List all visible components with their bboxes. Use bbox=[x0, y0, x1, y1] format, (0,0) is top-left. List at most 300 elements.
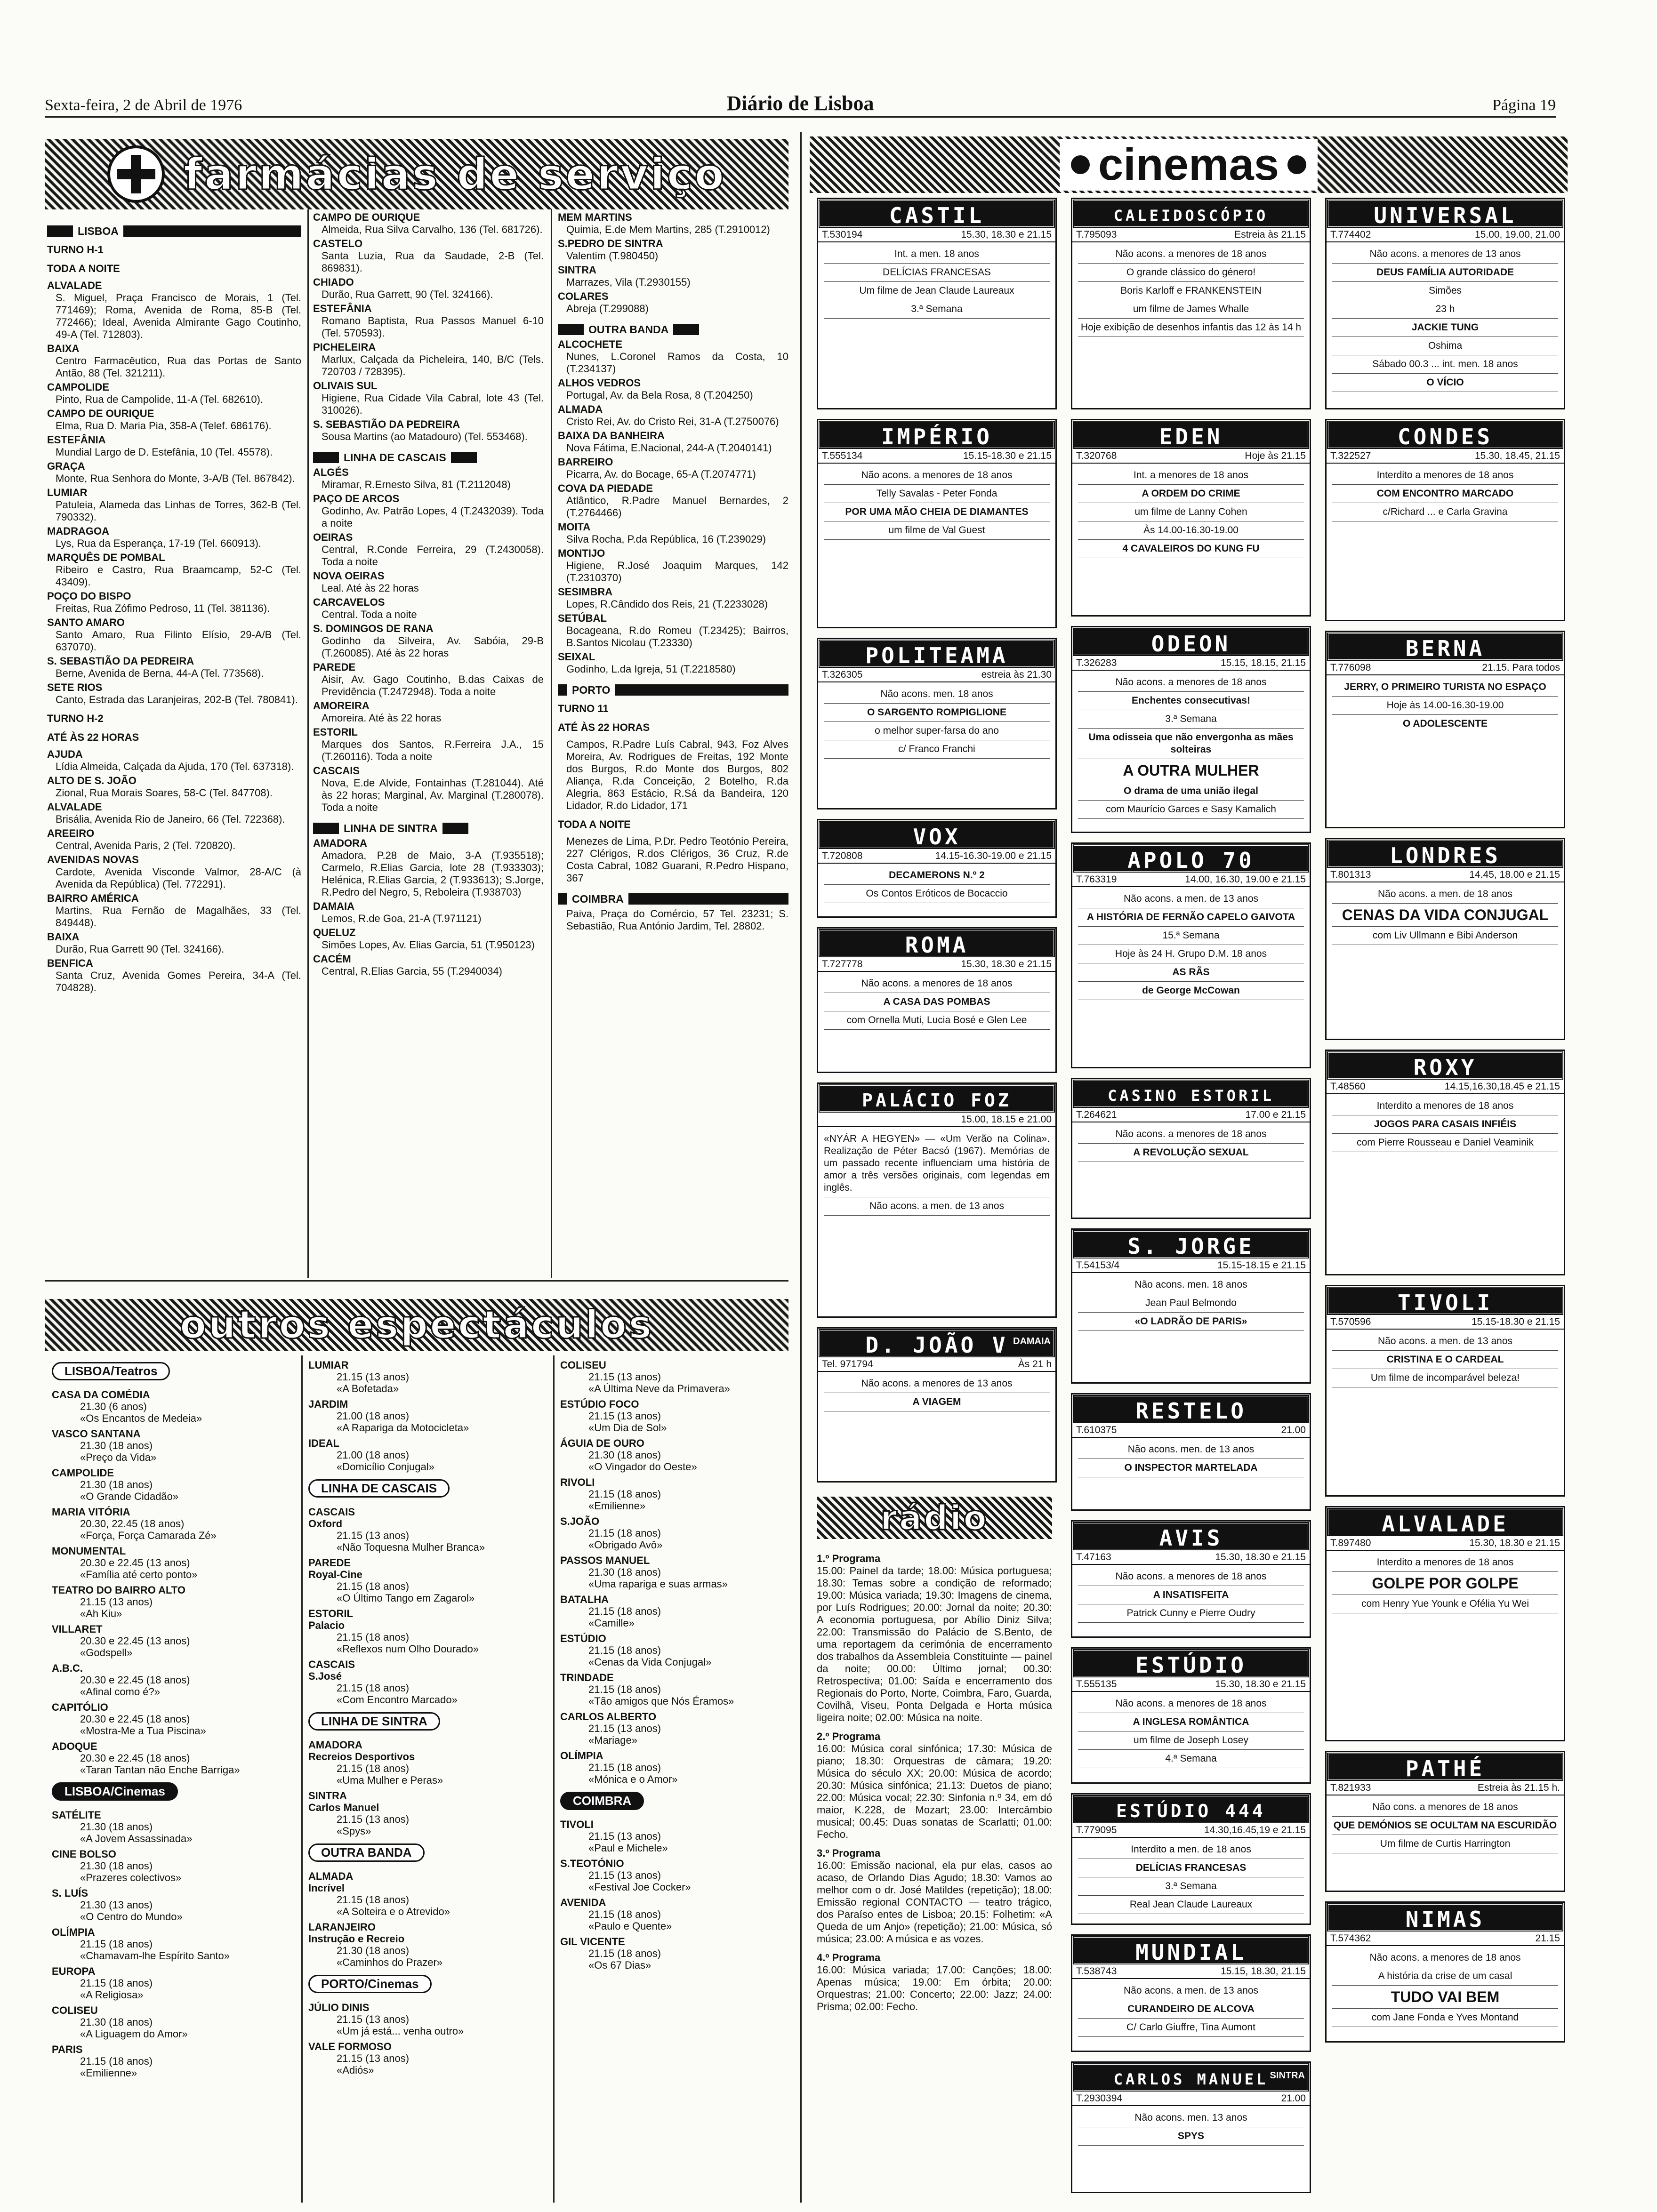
cinema-line: POR UMA MÃO CHEIA DE DIAMANTES bbox=[824, 503, 1050, 521]
cinema-phone: T.801313 bbox=[1330, 869, 1371, 880]
cinema-line: Uma odisseia que não envergonha as mães solteiras bbox=[1078, 729, 1304, 759]
cinema-meta bbox=[1327, 868, 1564, 882]
cinema-name: D. JOÃO V bbox=[818, 1329, 1055, 1358]
venue-name: IDEAL bbox=[308, 1437, 339, 1449]
cinema-meta bbox=[818, 228, 1055, 242]
pharmacy-area: CAMPOLIDE bbox=[47, 381, 109, 393]
show-line: 21.15 (13 anos) bbox=[337, 2013, 410, 2025]
cinema-line: Int. a menores de 18 anos bbox=[1078, 466, 1304, 485]
cinema-name: CARLOS MANUEL bbox=[1072, 2063, 1310, 2092]
pharmacy-area: CASTELO bbox=[313, 238, 363, 249]
cinema-line: Int. a men. 18 anos bbox=[824, 245, 1050, 264]
cinema-line: Não acons. a menores de 18 anos bbox=[1078, 1125, 1304, 1144]
issue-date: Sexta-feira, 2 de Abril de 1976 bbox=[45, 96, 242, 114]
cinema-name: IMPÉRIO bbox=[818, 420, 1055, 449]
cinema-card-roxy bbox=[1325, 1050, 1565, 1275]
cinema-line: 4.ª Semana bbox=[1078, 1750, 1304, 1768]
cinema-times: 15.15, 18.30, 21.15 bbox=[1221, 1966, 1306, 1977]
cinema-meta bbox=[1327, 661, 1564, 675]
bullet-icon bbox=[1287, 155, 1306, 174]
venue-name: S. LUÍS bbox=[52, 1887, 88, 1899]
cinema-line: A CASA DAS POMBAS bbox=[824, 993, 1050, 1011]
section-pill: PORTO/Cinemas bbox=[308, 1975, 432, 1993]
cinema-meta bbox=[1327, 1932, 1564, 1946]
pharmacy-entry: Sousa Martins (ao Matadouro) (Tel. 553468). bbox=[322, 431, 528, 442]
radio-programme-3: 16.00: Emissão nacional, ela pur elas, casos ao acaso, de Orlando Dias Agudo; 18.30: Vamos ao melhor com o dr. José Matildes (repetição); 18.00: Emissão regional CONTACTO — teatro trágico, dos Paraíso entes de Lisboa; 20.15: Folhetim: «A Queda de um Anjo» (repetição); 21.00: Música, só música; 23.00: A música e as vozes. bbox=[817, 1859, 1052, 1945]
pharmacy-area: GRAÇA bbox=[47, 460, 85, 472]
venue-name: ESTÚDIO bbox=[560, 1633, 606, 1644]
cinema-name: CALEIDOSCÓPIO bbox=[1072, 199, 1310, 228]
venue-name: EUROPA bbox=[52, 1965, 96, 1977]
cinema-line: com Ornella Muti, Lucia Bosé e Glen Lee bbox=[824, 1011, 1050, 1030]
cinema-line: Os Contos Eróticos de Bocaccio bbox=[824, 885, 1050, 903]
coimbra-pharmacies: Paiva, Praça do Comércio, 57 Tel. 23231; S. Sebastião, Rua António Jardim, Tel. 28802. bbox=[566, 908, 788, 932]
pharmacy-entry: Central. Toda a noite bbox=[322, 609, 417, 620]
cinema-line: «O LADRÃO DE PARIS» bbox=[1078, 1313, 1304, 1331]
pharmacy-entry: Monte, Rua Senhora do Monte, 3-A/B (Tel. 867842). bbox=[56, 473, 295, 484]
show-line: «Emilienne» bbox=[588, 1500, 646, 1512]
venue-name: CASCAIS bbox=[308, 1506, 355, 1518]
pharmacy-area: CARCAVELOS bbox=[313, 596, 385, 608]
cinema-line: 3.ª Semana bbox=[1078, 710, 1304, 729]
cinema-times: Às 21 h bbox=[1018, 1359, 1052, 1370]
show-line: «Com Encontro Marcado» bbox=[337, 1694, 458, 1706]
cinema-locality: SINTRA bbox=[1270, 2070, 1305, 2081]
radio-programme-2-heading: 2.º Programa bbox=[817, 1731, 881, 1742]
pharmacy-area: POÇO DO BISPO bbox=[47, 590, 131, 602]
show-line: «O Vingador do Oeste» bbox=[588, 1461, 697, 1473]
show-line: «Os 67 Dias» bbox=[588, 1959, 652, 1971]
cinema-times: 15.15-18.15 e 21.15 bbox=[1217, 1260, 1306, 1271]
pharmacy-entry: Silva Rocha, P.da República, 16 (T.239029) bbox=[566, 533, 766, 545]
radio-programme-1-heading: 1.º Programa bbox=[817, 1553, 881, 1564]
pharmacy-area: S. SEBASTIÃO DA PEDREIRA bbox=[47, 655, 194, 667]
shows-column-1 bbox=[52, 1355, 292, 2203]
newspaper-title: Diário de Lisboa bbox=[726, 92, 874, 115]
cinema-card-sjorge bbox=[1071, 1228, 1311, 1384]
pharmacy-area: OLIVAIS SUL bbox=[313, 380, 378, 392]
coimbra-heading: COIMBRA bbox=[572, 893, 624, 905]
outros-title: outros espectáculos bbox=[179, 1302, 654, 1347]
pharmacy-entry: Nunes, L.Coronel Ramos da Costa, 10 (T.234137) bbox=[566, 351, 788, 375]
show-line: 20.30 e 22.45 (18 anos) bbox=[80, 1752, 190, 1764]
show-line: «Força, Força Camarada Zé» bbox=[80, 1530, 217, 1541]
cinema-line: AS RÃS bbox=[1078, 963, 1304, 982]
cinema-card-tivoli bbox=[1325, 1285, 1565, 1497]
venue-sub: Carlos Manuel bbox=[308, 1802, 379, 1813]
pharmacy-entry: Centro Farmacêutico, Rua das Portas de Santo Antão, 88 (Tel. 321211). bbox=[56, 355, 301, 379]
cinema-card-casino bbox=[1071, 1078, 1311, 1219]
pharmacy-area: AMADORA bbox=[313, 837, 367, 849]
cinema-line: JACKIE TUNG bbox=[1332, 319, 1558, 337]
cinema-line: com Maurício Garces e Sasy Kamalich bbox=[1078, 801, 1304, 819]
cinema-phone: T.530194 bbox=[822, 229, 863, 240]
cinema-meta bbox=[1072, 1551, 1310, 1565]
cinema-line: Não acons. a menores de 18 anos bbox=[1078, 673, 1304, 692]
show-line: «Prazeres colectivos» bbox=[80, 1872, 182, 1883]
cinema-body bbox=[818, 864, 1055, 906]
cinemas-title-box bbox=[1060, 139, 1318, 191]
pharmacy-area: SEIXAL bbox=[558, 651, 595, 663]
show-line: 21.15 (13 anos) bbox=[588, 1830, 661, 1842]
cinema-line: DECAMERONS N.º 2 bbox=[824, 866, 1050, 885]
cinema-phone: T.264621 bbox=[1076, 1109, 1117, 1120]
turno-h1: TURNO H-1 bbox=[47, 244, 104, 256]
pharmacy-entry: Miramar, R.Ernesto Silva, 81 (T.2112048) bbox=[322, 479, 511, 490]
section-pill-row bbox=[52, 1355, 292, 1385]
pharmacy-entry: Valentim (T.980450) bbox=[566, 250, 659, 262]
pharmacy-entry: Cardote, Avenida Visconde Valmor, 28-A/C (à Avenida da República) (Tel. 772291). bbox=[56, 866, 301, 890]
pharmacy-area: ALMADA bbox=[558, 403, 603, 415]
cinema-line: Sábado 00.3 ... int. men. 18 anos bbox=[1332, 355, 1558, 374]
cinema-line: Não cons. a menores de 18 anos bbox=[1332, 1798, 1558, 1817]
show-line: «A Jovem Assassinada» bbox=[80, 1833, 193, 1844]
cinemas-banner bbox=[810, 136, 1568, 193]
show-line: 21.30 (18 anos) bbox=[588, 1566, 661, 1578]
cinema-line: JOGOS PARA CASAIS INFIÉIS bbox=[1332, 1115, 1558, 1134]
venue-name: S.TEOTÓNIO bbox=[560, 1858, 624, 1869]
cinema-body bbox=[1327, 242, 1564, 395]
cinema-name: ROXY bbox=[1327, 1051, 1564, 1080]
cinema-times: Hoje às 21.15 bbox=[1245, 450, 1306, 461]
cinema-line: A ORDEM DO CRIME bbox=[1078, 485, 1304, 503]
show-line: 20.30 e 22.45 (13 anos) bbox=[80, 1557, 190, 1569]
cinema-line: COM ENCONTRO MARCADO bbox=[1332, 485, 1558, 503]
cinema-meta bbox=[1072, 2092, 1310, 2106]
venue-name: AVENIDA bbox=[560, 1897, 606, 1908]
section-pill: LISBOA/Teatros bbox=[52, 1362, 170, 1380]
show-line: «O Último Tango em Zagarol» bbox=[337, 1592, 475, 1604]
show-line: «Um Dia de Sol» bbox=[588, 1422, 667, 1434]
cinema-phone: T.727778 bbox=[822, 959, 863, 970]
cinema-line: CENAS DA VIDA CONJUGAL bbox=[1332, 904, 1558, 927]
bullet-icon bbox=[1071, 155, 1090, 174]
cinema-line: Real Jean Claude Laureaux bbox=[1078, 1896, 1304, 1914]
show-line: 21.30 (6 anos) bbox=[80, 1401, 147, 1412]
cinema-body bbox=[818, 1372, 1055, 1414]
cinema-line: 15.ª Semana bbox=[1078, 927, 1304, 945]
cinema-body bbox=[1327, 675, 1564, 736]
show-line: «Afinal como é?» bbox=[80, 1686, 160, 1698]
pharmacy-entry: Martins, Rua Fernão de Magalhães, 33 (Tel. 849448). bbox=[56, 905, 301, 929]
section-pill-row bbox=[308, 1837, 548, 1867]
show-line: 21.15 (18 anos) bbox=[588, 1644, 661, 1656]
cinema-body bbox=[1327, 882, 1564, 948]
cinema-meta bbox=[1327, 228, 1564, 242]
porto-heading: PORTO bbox=[572, 684, 611, 696]
pharmacy-area: PICHELEIRA bbox=[313, 341, 376, 353]
pharmacy-area: SINTRA bbox=[558, 264, 596, 276]
pharmacy-area: PAÇO DE ARCOS bbox=[313, 493, 400, 505]
pharmacy-area: DAMAIA bbox=[313, 900, 354, 912]
cinema-phone: T.610375 bbox=[1076, 1425, 1117, 1435]
pharmacy-entry: Central, R.Elias Garcia, 55 (T.2940034) bbox=[322, 965, 502, 977]
show-line: 21.15 (18 anos) bbox=[80, 1938, 153, 1950]
cinema-line: 23 h bbox=[1332, 300, 1558, 319]
cinema-times: 15.30, 18.30 e 21.15 bbox=[1469, 1538, 1560, 1548]
cinema-body bbox=[818, 1127, 1055, 1218]
cinema-line: QUE DEMÓNIOS SE OCULTAM NA ESCURIDÃO bbox=[1332, 1817, 1558, 1835]
pharmacy-entry: Mundial Largo de D. Estefânia, 10 (Tel. 45578). bbox=[56, 446, 273, 458]
cinema-phone: T.555134 bbox=[822, 450, 863, 461]
cinema-times: 21.15 bbox=[1535, 1933, 1560, 1944]
cinema-line: DEUS FAMÍLIA AUTORIDADE bbox=[1332, 264, 1558, 282]
show-line: «Paul e Michele» bbox=[588, 1842, 668, 1854]
cinema-body bbox=[1327, 1795, 1564, 1856]
cinema-line: Não acons. a menores de 18 anos bbox=[1332, 1949, 1558, 1967]
cinema-line: A HISTÓRIA DE FERNÃO CAPELO GAIVOTA bbox=[1078, 908, 1304, 927]
show-line: «A Solteira e o Atrevido» bbox=[337, 1906, 450, 1917]
show-line: «Paulo e Quente» bbox=[588, 1920, 672, 1932]
pharmacy-entry: Durão, Rua Garrett 90 (Tel. 324166). bbox=[56, 943, 225, 955]
cinema-name: ESTÚDIO bbox=[1072, 1649, 1310, 1678]
show-line: «O Centro do Mundo» bbox=[80, 1911, 183, 1923]
venue-name: TRINDADE bbox=[560, 1672, 614, 1683]
cinema-name: BERNA bbox=[1327, 632, 1564, 661]
pharmacy-area: ESTORIL bbox=[313, 726, 358, 738]
running-head bbox=[45, 89, 1556, 118]
cinema-phone: T.555135 bbox=[1076, 1679, 1117, 1690]
cinema-line: Jean Paul Belmondo bbox=[1078, 1294, 1304, 1313]
show-line: «O Grande Cidadão» bbox=[80, 1491, 179, 1502]
venue-name: VASCO SANTANA bbox=[52, 1428, 141, 1440]
show-line: 21.15 (18 anos) bbox=[337, 1580, 410, 1592]
cinema-phone: T.320768 bbox=[1076, 450, 1117, 461]
pharmacy-area: COVA DA PIEDADE bbox=[558, 482, 653, 494]
cinema-meta bbox=[1072, 657, 1310, 671]
cinema-line: Patrick Cunny e Pierre Oudry bbox=[1078, 1604, 1304, 1623]
show-line: 21.30 (18 anos) bbox=[80, 1479, 153, 1491]
section-pill-row bbox=[308, 1968, 548, 1998]
show-line: 21.15 (13 anos) bbox=[337, 2052, 410, 2064]
show-line: 21.15 (18 anos) bbox=[588, 1683, 661, 1695]
pharmacy-list-cascais bbox=[313, 466, 544, 814]
venue-sub: Palacio bbox=[308, 1619, 345, 1631]
show-line: 21.15 (18 anos) bbox=[588, 1605, 661, 1617]
radio-programme-3-heading: 3.º Programa bbox=[817, 1847, 881, 1859]
cinema-phone: T.54153/4 bbox=[1076, 1260, 1120, 1271]
cinema-card-castil bbox=[817, 198, 1057, 409]
cinema-times: 15.15-18.30 e 21.15 bbox=[1472, 1316, 1560, 1327]
cascais-heading: LINHA DE CASCAIS bbox=[344, 451, 446, 464]
pharmacy-entry: Ribeiro e Castro, Rua Braamcamp, 52-C (Tel. 43409). bbox=[56, 564, 301, 588]
show-line: «A Rapariga da Motocicleta» bbox=[337, 1422, 469, 1434]
cinema-name: ALVALADE bbox=[1327, 1507, 1564, 1537]
cinema-name: RESTELO bbox=[1072, 1395, 1310, 1424]
pharmacy-area: ALCOCHETE bbox=[558, 338, 622, 350]
pharmacy-area: AREEIRO bbox=[47, 827, 95, 839]
cinema-name: S. JORGE bbox=[1072, 1230, 1310, 1259]
cinema-line: Não acons. a men. de 13 anos bbox=[1078, 890, 1304, 908]
cinema-name: CASINO ESTORIL bbox=[1072, 1079, 1310, 1108]
cinema-name: EDEN bbox=[1072, 420, 1310, 449]
show-line: «Ah Kiu» bbox=[80, 1608, 122, 1619]
pharmacy-entry: Quimia, E.de Mem Martins, 285 (T.2910012) bbox=[566, 224, 770, 235]
cinema-meta bbox=[1327, 1315, 1564, 1330]
venue-name: SATÉLITE bbox=[52, 1809, 101, 1821]
cinema-name: ESTÚDIO 444 bbox=[1072, 1795, 1310, 1824]
venue-name: ADOQUE bbox=[52, 1740, 97, 1752]
cinema-line: com Liv Ullmann e Bibi Anderson bbox=[1332, 927, 1558, 945]
show-line: 21.15 (13 anos) bbox=[80, 1596, 153, 1608]
cinema-name: TIVOLI bbox=[1327, 1286, 1564, 1315]
venue-sub: Recreios Desportivos bbox=[308, 1751, 415, 1763]
pharmacy-entry: Nova Fátima, E.Nacional, 244-A (T.2040141) bbox=[566, 442, 772, 454]
cinema-meta bbox=[818, 449, 1055, 464]
cinema-meta bbox=[1072, 449, 1310, 464]
cinema-line: O drama de uma união ilegal bbox=[1078, 782, 1304, 801]
cinema-phone: T.720808 bbox=[822, 850, 863, 861]
show-line: 21.30 (18 anos) bbox=[80, 1440, 153, 1451]
cinema-line: Hoje às 24 H. Grupo D.M. 18 anos bbox=[1078, 945, 1304, 963]
cinema-name: LONDRES bbox=[1327, 839, 1564, 868]
cinema-phone: Tel. 971794 bbox=[822, 1359, 873, 1370]
show-line: 21.15 (13 anos) bbox=[588, 1869, 661, 1881]
venue-name: ESTÚDIO FOCO bbox=[560, 1398, 639, 1410]
cinema-body bbox=[1327, 1330, 1564, 1390]
show-line: «Mariage» bbox=[588, 1734, 637, 1746]
venue-name: COLISEU bbox=[52, 2004, 98, 2016]
cinema-line: Um filme de incomparável beleza! bbox=[1332, 1369, 1558, 1387]
cinema-times: 15.00, 18.15 e 21.00 bbox=[961, 1114, 1052, 1125]
section-pill-row bbox=[308, 1473, 548, 1502]
cinema-line: JERRY, O PRIMEIRO TURISTA NO ESPAÇO bbox=[1332, 678, 1558, 697]
cinema-meta bbox=[1072, 1108, 1310, 1122]
cinema-times: 15.00, 19.00, 21.00 bbox=[1475, 229, 1560, 240]
cinema-card-eden bbox=[1071, 419, 1311, 617]
pharmacy-area: ALGÉS bbox=[313, 466, 349, 478]
toda-noite: TODA A NOITE bbox=[47, 263, 120, 274]
cinema-line: Não acons. men. 18 anos bbox=[824, 685, 1050, 704]
pharmacy-area: SETE RIOS bbox=[47, 681, 103, 693]
show-line: 21.30 (18 anos) bbox=[80, 1821, 153, 1833]
show-line: 21.15 (18 anos) bbox=[337, 1682, 410, 1694]
pharmacy-entry: Pinto, Rua de Campolide, 11-A (Tel. 682610). bbox=[56, 393, 264, 405]
section-pill: LINHA DE SINTRA bbox=[308, 1712, 440, 1731]
cinema-line: A INGLESA ROMÂNTICA bbox=[1078, 1713, 1304, 1731]
cinema-line: DELÍCIAS FRANCESAS bbox=[1078, 1859, 1304, 1877]
cinema-line: A VIAGEM bbox=[824, 1393, 1050, 1411]
cinema-times: 21.00 bbox=[1281, 2093, 1306, 2104]
cinema-line: Não acons. men. de 13 anos bbox=[1078, 1441, 1304, 1459]
cinema-body bbox=[1327, 1551, 1564, 1616]
pharmacy-area: CASCAIS bbox=[313, 765, 360, 777]
pharmacy-entry: Romano Baptista, Rua Passos Manuel 6-10 (Tel. 570593). bbox=[322, 315, 544, 339]
cinema-card-condes bbox=[1325, 419, 1565, 621]
pharmacy-area: AJUDA bbox=[47, 748, 83, 760]
show-line: 21.15 (18 anos) bbox=[80, 1977, 153, 1989]
cinema-card-politeama bbox=[817, 638, 1057, 809]
cinema-line: Não acons. a menores de 18 anos bbox=[1078, 1695, 1304, 1713]
pharmacy-column-3 bbox=[558, 209, 788, 1278]
show-line: 21.30 (18 anos) bbox=[80, 2016, 153, 2028]
pharmacy-area: CAMPO DE OURIQUE bbox=[47, 408, 154, 419]
pharmacy-area: COLARES bbox=[558, 290, 609, 302]
turno-h2: TURNO H-2 bbox=[47, 713, 104, 724]
venue-name: JÚLIO DINIS bbox=[308, 2002, 370, 2013]
pharmacy-cross-icon bbox=[107, 145, 165, 203]
pharmacy-area: QUELUZ bbox=[313, 927, 356, 938]
cinema-line: A INSATISFEITA bbox=[1078, 1586, 1304, 1604]
cinema-name: MUNDIAL bbox=[1072, 1936, 1310, 1965]
cinema-line: Não acons. a menores de 18 anos bbox=[1078, 245, 1304, 264]
pharmacy-entry: Santa Cruz, Avenida Gomes Pereira, 34-A (Tel. 704828). bbox=[56, 970, 301, 994]
pharmacy-entry: Elma, Rua D. Maria Pia, 358-A (Telef. 686176). bbox=[56, 420, 272, 432]
cinema-card-roma bbox=[817, 927, 1057, 1073]
cinema-times: 21.00 bbox=[1281, 1425, 1306, 1435]
pharmacy-entry: Amadora, P.28 de Maio, 3-A (T.935518); Carmelo, R.Elias Garcia, lote 28 (T.933303); Helénica, R.Elias Garcia, 2 (T.933613); S.Jorge, R.Pedro del Negro, 5, Reboleira (T.938703) bbox=[322, 850, 544, 898]
pharmacy-list-h1 bbox=[47, 280, 301, 706]
radio-programme-2: 16.00: Música coral sinfónica; 17.30: Música de piano; 18.30: Orquestras de câmara; 19.20: Música do século XX; 20.00: Música de acordo; 20.30: Música sinfónica; 21.13: Duetos de piano; 22.00: Música vocal; 22.30: Sinfonia n.º 34, em dó maior, K.228, de Mozart; 23.00: Intercâmbio musical; 00.45: Duas sonatas de Scarlatti; 01.00: Fecho. bbox=[817, 1743, 1052, 1840]
cinema-meta bbox=[1072, 873, 1310, 887]
cinema-line: c/Richard ... e Carla Gravina bbox=[1332, 503, 1558, 521]
show-line: 20.30, 22.45 (18 anos) bbox=[80, 1518, 185, 1530]
venue-sub: Instrução e Recreio bbox=[308, 1933, 405, 1945]
show-line: «Preço da Vida» bbox=[80, 1451, 157, 1463]
cinema-meta bbox=[1072, 1259, 1310, 1273]
cinema-line: O INSPECTOR MARTELADA bbox=[1078, 1459, 1304, 1477]
cinema-times: 15.30, 18.45, 21.15 bbox=[1475, 450, 1560, 461]
venue-sub: Royal-Cine bbox=[308, 1569, 362, 1580]
cinema-times: 14.15,16.30,18.45 e 21.15 bbox=[1444, 1081, 1560, 1092]
cinema-line: Não acons. a menores de 13 anos bbox=[824, 1375, 1050, 1393]
cinema-meta bbox=[1072, 1424, 1310, 1438]
show-line: 21.15 (13 anos) bbox=[337, 1530, 410, 1541]
pharmacy-list-sintra-2 bbox=[558, 211, 788, 315]
pharmacy-entry: Simões Lopes, Av. Elias Garcia, 51 (T.950123) bbox=[322, 939, 535, 951]
cinema-line: c/ Franco Franchi bbox=[824, 740, 1050, 759]
show-line: «Os Encantos de Medeia» bbox=[80, 1412, 202, 1424]
pharmacy-area: ESTEFÂNIA bbox=[313, 303, 372, 314]
cinema-body bbox=[1072, 2106, 1310, 2148]
pharmacy-entry: Marlux, Calçada da Picheleira, 140, B/C (Tels. 720703 / 728395). bbox=[322, 353, 544, 377]
venue-name: CASCAIS bbox=[308, 1659, 355, 1670]
cinema-card-pathe bbox=[1325, 1751, 1565, 1892]
pharmacy-entry: Central, R.Conde Ferreira, 29 (T.2430058). Toda a noite bbox=[322, 544, 544, 568]
cinema-meta bbox=[1327, 1781, 1564, 1795]
section-pill-row bbox=[560, 1785, 791, 1815]
venue-name: AMADORA bbox=[308, 1739, 362, 1751]
cinema-body bbox=[1327, 1094, 1564, 1155]
cinema-line: Interdito a men. de 18 anos bbox=[1078, 1841, 1304, 1859]
pharmacy-entry: Canto, Estrada das Laranjeiras, 202-B (Tel. 780841). bbox=[56, 694, 298, 705]
pharmacy-entry: Santa Luzia, Rua da Saudade, 2-B (Tel. 869831). bbox=[322, 250, 544, 274]
cinema-line: Boris Karloff e FRANKENSTEIN bbox=[1078, 282, 1304, 300]
pharmacy-entry: Higiene, R.José Joaquim Marques, 142 (T.2310370) bbox=[566, 560, 788, 584]
cinema-line: Não acons. men. 13 anos bbox=[1078, 2109, 1304, 2127]
cinema-line: Hoje às 14.00-16.30-19.00 bbox=[1332, 697, 1558, 715]
pharmacy-area: AVENIDAS NOVAS bbox=[47, 854, 139, 866]
cinema-body bbox=[818, 972, 1055, 1033]
show-line: 21.15 (18 anos) bbox=[588, 1948, 661, 1959]
cinema-line: com Henry Yue Younk e Ofélia Yu Wei bbox=[1332, 1595, 1558, 1613]
cinema-phone: T.2930394 bbox=[1076, 2093, 1123, 2104]
cinema-line: um filme de James Whalle bbox=[1078, 300, 1304, 319]
pharmacy-list-sintra bbox=[313, 837, 544, 978]
venue-name: MARIA VITÓRIA bbox=[52, 1506, 130, 1518]
ate-22-horas: ATÉ ÀS 22 HORAS bbox=[47, 731, 139, 743]
radio-schedule bbox=[817, 1546, 1052, 2200]
porto-pharmacies: Campos, R.Padre Luís Cabral, 943, Foz Alves Moreira, Av. Rodrigues de Freitas, 192 Monte dos Burgos, R.do Monte dos Burgos, 802 Aliança, R.da Conceição, 2 Botelho, R.da Alegria, 863 Estácio, R.Sá da Bandeira, 120 Lidador, R.do Lidador, 171 bbox=[566, 738, 788, 811]
show-line: 21.15 (18 anos) bbox=[337, 1763, 410, 1774]
cinema-line: Um filme de Curtis Harrington bbox=[1332, 1835, 1558, 1853]
cinema-line: Não acons. a men. de 13 anos bbox=[1078, 1982, 1304, 2000]
cinema-line: de George McCowan bbox=[1078, 982, 1304, 1000]
cinema-card-apolo bbox=[1071, 842, 1311, 1068]
show-line: «Tão amigos que Nós Éramos» bbox=[588, 1695, 734, 1707]
pharmacy-entry: Godinho, Av. Patrão Lopes, 4 (T.2432039). Toda a noite bbox=[322, 505, 544, 529]
show-line: 20.30 e 22.45 (13 anos) bbox=[80, 1635, 190, 1647]
